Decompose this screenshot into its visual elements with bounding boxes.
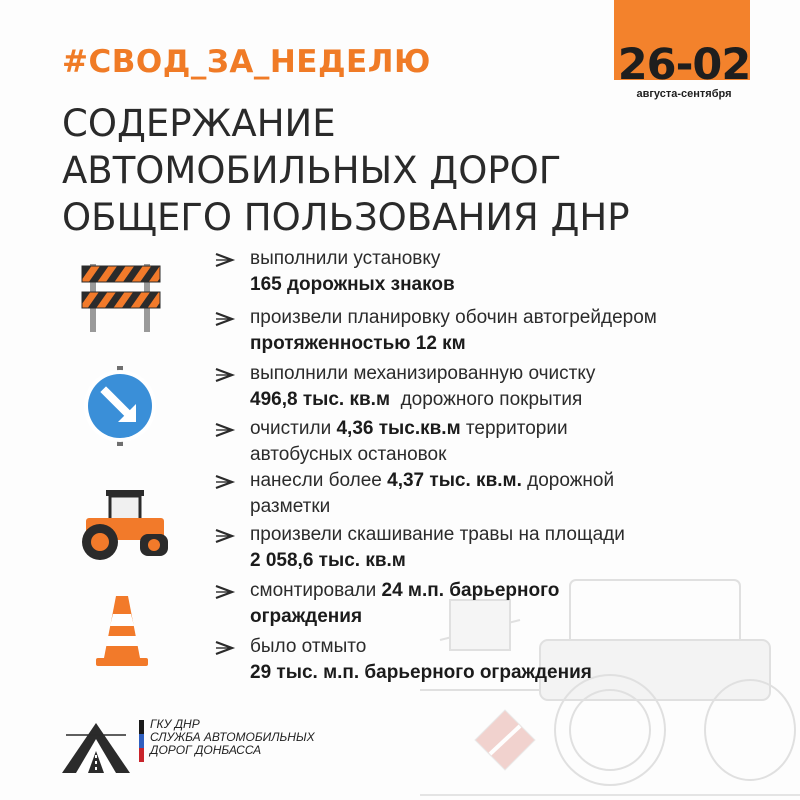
fact-line: произвели скашивание травы на площади [250, 524, 625, 545]
chevron-check-icon [214, 527, 236, 545]
chevron-check-icon [214, 473, 236, 491]
fact-line: смонтировали 24 м.п. барьерного [250, 580, 560, 601]
chevron-check-icon [214, 583, 236, 601]
fact-line: выполнили установку [250, 248, 441, 269]
chevron-check-icon [214, 639, 236, 657]
title-line: ОБЩЕГО ПОЛЬЗОВАНИЯ ДНР [62, 196, 630, 239]
fact-line: 496,8 тыс. кв.м дорожного покрытия [250, 389, 583, 410]
fact-line: разметки [250, 496, 331, 517]
logo-line: ДОРОГ ДОНБАССА [150, 743, 262, 757]
fact-line: было отмыто [250, 636, 367, 657]
road-barrier-icon [80, 258, 162, 334]
fact-line: автобусных остановок [250, 444, 447, 465]
traffic-cone-icon [94, 594, 150, 670]
chevron-check-icon [214, 310, 236, 328]
hashtag-title: #СВОД_ЗА_НЕДЕЛЮ [62, 44, 431, 80]
fact-line: произвели планировку обочин автогрейдером [250, 307, 657, 328]
logo-flag-stripe [139, 720, 144, 762]
fact-line: 165 дорожных знаков [250, 274, 455, 295]
logo-line: СЛУЖБА АВТОМОБИЛЬНЫХ [150, 730, 315, 744]
chevron-check-icon [214, 366, 236, 384]
date-range: 26-02 [617, 40, 751, 90]
fact-line: протяженностью 12 км [250, 333, 466, 354]
chevron-check-icon [214, 251, 236, 269]
fact-line: очистили 4,36 тыс.кв.м территории [250, 418, 568, 439]
service-logo-text [150, 718, 315, 757]
road-roller-icon [72, 484, 172, 564]
fact-line: 2 058,6 тыс. кв.м [250, 550, 406, 571]
logo-line: ГКУ ДНР [150, 717, 200, 731]
fact-line: 29 тыс. м.п. барьерного ограждения [250, 662, 592, 683]
title-line: СОДЕРЖАНИЕ [62, 102, 336, 145]
page-title [62, 100, 702, 241]
date-badge [612, 0, 750, 100]
fact-line: ограждения [250, 606, 363, 627]
fact-line: нанесли более 4,37 тыс. кв.м. дорожной [250, 470, 615, 491]
fact-line: выполнили механизированную очистку [250, 363, 596, 384]
chevron-check-icon [214, 421, 236, 439]
keep-right-sign-icon [80, 366, 160, 446]
title-line: АВТОМОБИЛЬНЫХ ДОРОГ [62, 149, 562, 192]
date-months: августа-сентября [636, 88, 732, 100]
